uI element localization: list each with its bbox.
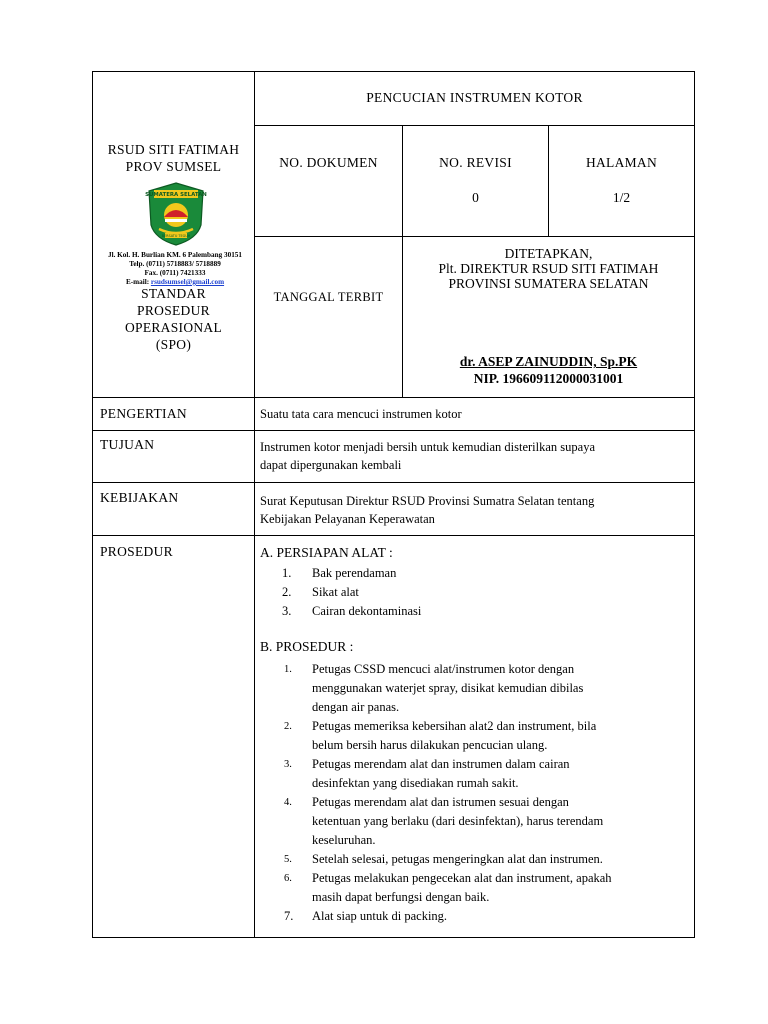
list-item-line: Petugas CSSD mencuci alat/instrumen kotor dengan [312, 662, 575, 676]
list-item-number: 4. [284, 797, 292, 808]
list-item [284, 793, 686, 850]
signer-nip: NIP. 196609112000031001 [473, 371, 624, 386]
list-item-text: Cairan dekontaminasi [312, 604, 422, 618]
email-link[interactable]: rsudsumsel@gmail.com [150, 278, 225, 286]
list-item-line: Petugas merendam alat dan instrumen dalam cairan [312, 757, 570, 771]
list-item-number: 7. [284, 909, 294, 923]
list-item [282, 604, 682, 623]
spo-line1: STANDAR [141, 286, 206, 301]
address-line1: Jl. Kol. H. Burlian KM. 6 Palembang 30151 [108, 251, 242, 259]
kebijakan-line1: Surat Keputusan Direktur RSUD Provinsi Sumatra Selatan tentang [260, 494, 595, 508]
list-item-line: Petugas melakukan pengecekan alat dan instrument, apakah [312, 871, 612, 885]
list-item-number: 1. [284, 664, 292, 675]
list-item-number: 6. [284, 873, 292, 884]
list-item [284, 850, 686, 869]
pengertian-text: Suatu tata cara mencuci instrumen kotor [260, 407, 462, 421]
kebijakan-label: KEBIJAKAN [100, 490, 179, 505]
signer-name: dr. ASEP ZAINUDDIN, Sp.PK [459, 354, 638, 369]
approval-line2: Plt. DIREKTUR RSUD SITI FATIMAH [438, 261, 659, 276]
hospital-name-line2: PROV SUMSEL [125, 159, 222, 174]
list-item-line: Petugas memeriksa kebersihan alat2 dan instrument, bila [312, 719, 597, 733]
approval-block [403, 246, 694, 291]
list-item [284, 660, 686, 717]
pengertian-label: PENGERTIAN [100, 406, 187, 421]
spo-label [93, 285, 254, 353]
revision-label: NO. REVISI [439, 155, 512, 170]
page-value: 1/2 [612, 190, 631, 205]
list-item-line: ketentuan yang berlaku (dari desinfektan), harus terendam [312, 814, 604, 828]
list-item-line: belum bersih harus dilakukan pencucian ulang. [312, 738, 548, 752]
kebijakan-line2: Kebijakan Pelayanan Keperawatan [260, 512, 435, 526]
hospital-name-line1: RSUD SITI FATIMAH [107, 142, 240, 157]
list-item-number: 2. [284, 721, 292, 732]
tujuan-label: TUJUAN [100, 437, 155, 452]
list-item [282, 585, 682, 604]
list-item [284, 755, 686, 793]
kebijakan-text [260, 492, 686, 528]
list-item-number: 5. [284, 854, 292, 865]
spo-line2: PROSEDUR [137, 303, 210, 318]
list-item-line: masih dapat berfungsi dengan baik. [312, 890, 490, 904]
list-item [284, 717, 686, 755]
list-item-line: menggunakan waterjet spray, disikat kemudian dibilas [312, 681, 584, 695]
email-label: E-mail: [125, 278, 151, 286]
hospital-logo [145, 181, 207, 247]
list-item-number: 3. [282, 604, 292, 618]
list-item [284, 869, 686, 907]
list-item-text: Sikat alat [312, 585, 359, 599]
section-b-heading: B. PROSEDUR : [260, 639, 354, 654]
logo-motto: BERSATU TEGUH [161, 234, 191, 239]
hospital-address [80, 251, 270, 287]
list-item-line: Alat siap untuk di packing. [312, 909, 448, 923]
list-item-line: dengan air panas. [312, 700, 400, 714]
doc-number-label: NO. DOKUMEN [279, 155, 378, 170]
issue-date-label: TANGGAL TERBIT [273, 290, 384, 304]
spo-line4: (SPO) [155, 337, 192, 352]
hospital-name [93, 141, 254, 175]
logo-banner-text: SUMATERA SELATAN [145, 192, 207, 199]
page-label: HALAMAN [585, 155, 658, 170]
section-a-list [282, 566, 682, 623]
list-item-number: 2. [282, 585, 292, 599]
prosedur-label: PROSEDUR [100, 544, 173, 559]
list-item-text: Bak perendaman [312, 566, 397, 580]
document-title: PENCUCIAN INSTRUMEN KOTOR [366, 90, 583, 105]
list-item-line: Setelah selesai, petugas mengeringkan alat dan instrumen. [312, 852, 603, 866]
section-a-heading: A. PERSIAPAN ALAT : [260, 545, 393, 560]
signature-block [403, 353, 694, 387]
list-item [282, 566, 682, 585]
address-line2: Telp. (0711) 5718883/ 5718889 [129, 260, 221, 268]
tujuan-line2: dapat dipergunakan kembali [260, 458, 402, 472]
tujuan-line1: Instrumen kotor menjadi bersih untuk kemudian disterilkan supaya [260, 440, 595, 454]
list-item-line: keseluruhan. [312, 833, 376, 847]
list-item-number: 1. [282, 566, 292, 580]
list-item-line: Petugas merendam alat dan istrumen sesuai dengan [312, 795, 569, 809]
section-b-list [284, 660, 686, 926]
list-item-number: 3. [284, 759, 292, 770]
revision-value: 0 [472, 190, 479, 205]
tujuan-text [260, 438, 686, 474]
spo-line3: OPERASIONAL [124, 320, 223, 335]
list-item [284, 907, 686, 926]
approval-line1: DITETAPKAN, [504, 246, 593, 261]
approval-line3: PROVINSI SUMATERA SELATAN [448, 276, 649, 291]
address-line3: Fax. (0711) 7421333 [144, 269, 206, 277]
list-item-line: desinfektan yang disediakan rumah sakit. [312, 776, 519, 790]
